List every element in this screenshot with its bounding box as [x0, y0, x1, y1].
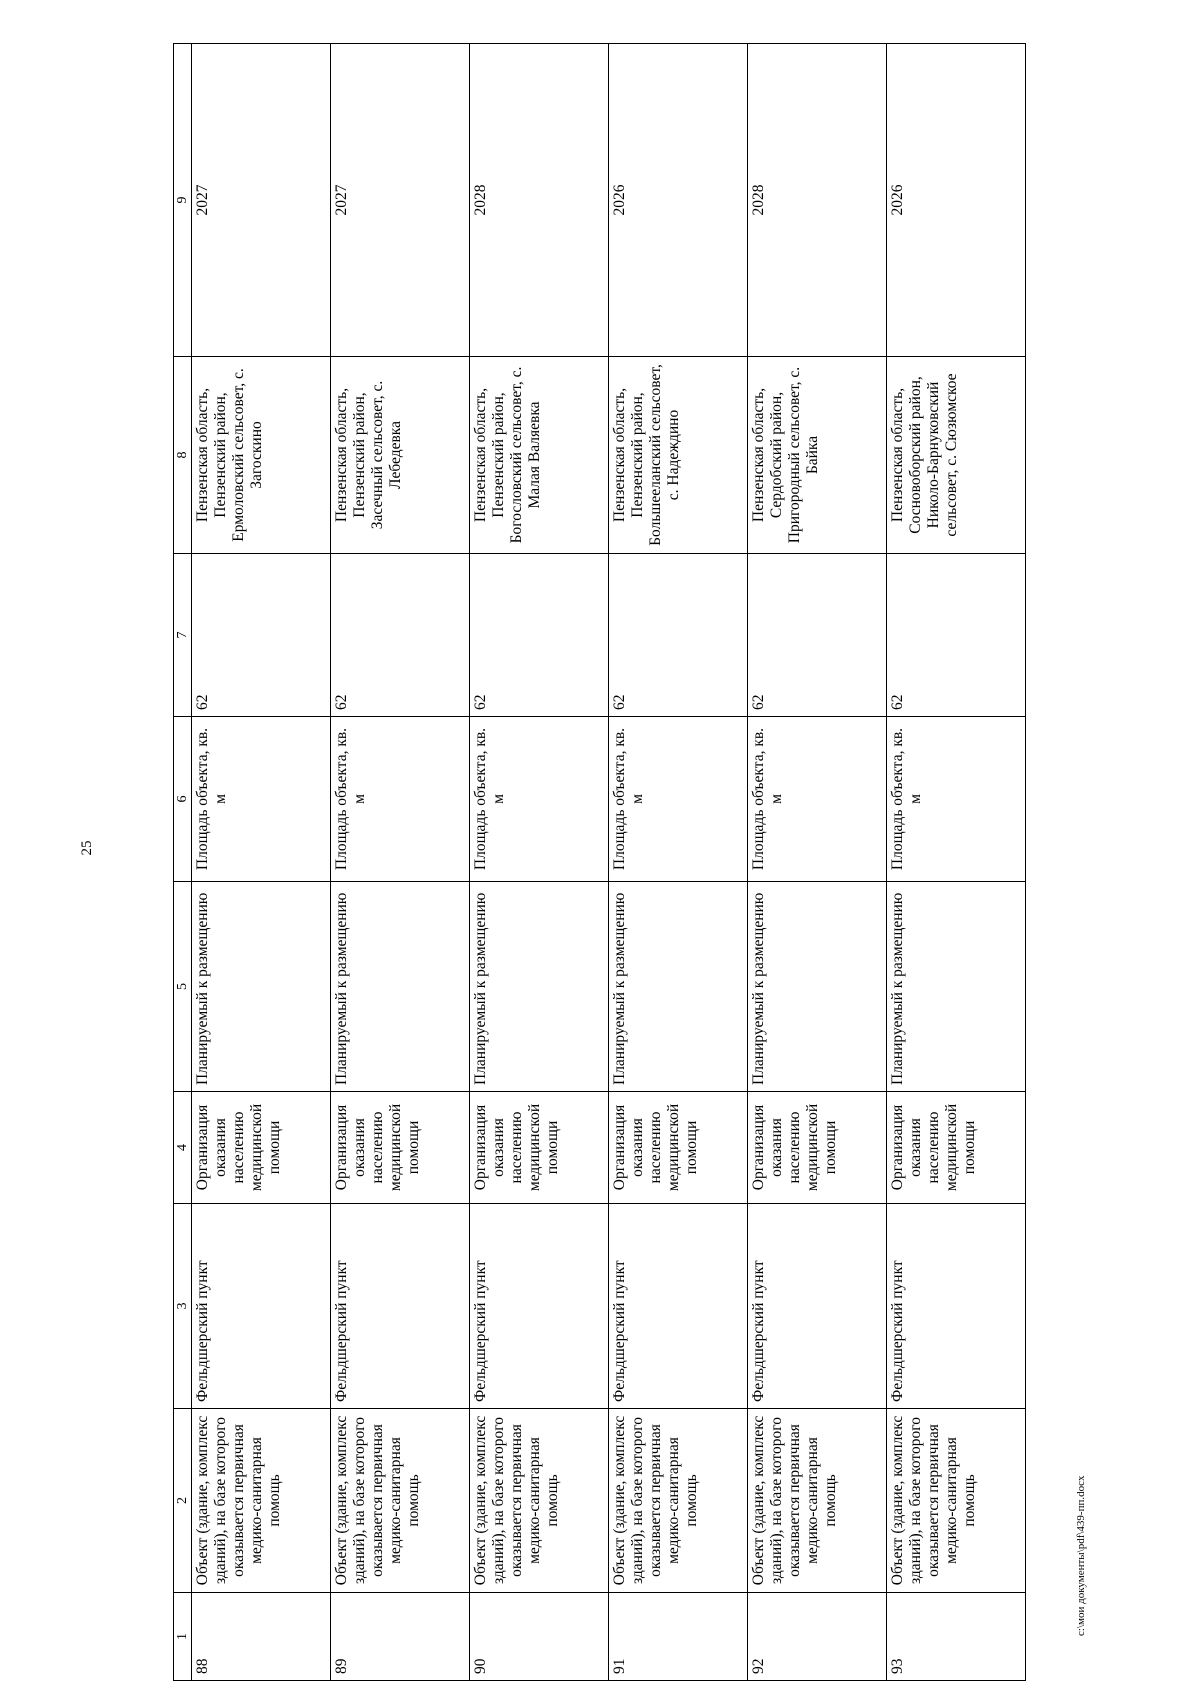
object-characteristic: Площадь объекта, кв. м: [748, 717, 887, 882]
object-purpose: Организация оказания населению медицинской помощи: [470, 1092, 609, 1204]
table-row: [192, 44, 331, 1681]
object-year: 2027: [192, 44, 331, 357]
header-col-1: 1: [174, 1593, 192, 1681]
characteristic-value: 62: [609, 554, 748, 717]
object-description: Объект (здание, комплекс зданий), на базе которого оказывается первичная медико-санитарная помощь: [192, 1409, 331, 1593]
object-description: Объект (здание, комплекс зданий), на базе которого оказывается первичная медико-санитарная помощь: [609, 1409, 748, 1593]
object-type: Фельдшерский пункт: [609, 1204, 748, 1409]
object-purpose: Организация оказания населению медицинской помощи: [192, 1092, 331, 1204]
object-purpose: Организация оказания населению медицинской помощи: [331, 1092, 470, 1204]
object-location: Пензенская область, Сердобский район, Пригородный сельсовет, с. Байка: [748, 357, 887, 554]
characteristic-value: 62: [748, 554, 887, 717]
object-status: Планируемый к размещению: [192, 882, 331, 1092]
object-characteristic: Площадь объекта, кв. м: [192, 717, 331, 882]
object-location: Пензенская область, Пензенский район, Ермоловский сельсовет, с. Загоскино: [192, 357, 331, 554]
row-number: 93: [887, 1593, 1026, 1681]
header-col-8: 8: [174, 357, 192, 554]
object-description: Объект (здание, комплекс зданий), на базе которого оказывается первичная медико-санитарная помощь: [887, 1409, 1026, 1593]
object-description: Объект (здание, комплекс зданий), на базе которого оказывается первичная медико-санитарная помощь: [470, 1409, 609, 1593]
object-location: Пензенская область, Пензенский район, Богословский сельсовет, с. Малая Валяевка: [470, 357, 609, 554]
file-path-footer: c:\мои документы\pdf\439-пп.docx: [1075, 1475, 1087, 1636]
object-status: Планируемый к размещению: [887, 882, 1026, 1092]
object-status: Планируемый к размещению: [609, 882, 748, 1092]
object-characteristic: Площадь объекта, кв. м: [609, 717, 748, 882]
header-col-5: 5: [174, 882, 192, 1092]
row-number: 89: [331, 1593, 470, 1681]
row-number: 91: [609, 1593, 748, 1681]
table-row: [331, 44, 470, 1681]
object-location: Пензенская область, Пензенский район, Засечный сельсовет, с. Лебедевка: [331, 357, 470, 554]
objects-table: [173, 43, 1026, 1681]
characteristic-value: 62: [192, 554, 331, 717]
object-year: 2026: [609, 44, 748, 357]
header-row: [174, 44, 192, 1681]
object-type: Фельдшерский пункт: [192, 1204, 331, 1409]
object-characteristic: Площадь объекта, кв. м: [470, 717, 609, 882]
object-year: 2028: [470, 44, 609, 357]
row-number: 90: [470, 1593, 609, 1681]
document-table: [173, 44, 1023, 1681]
object-characteristic: Площадь объекта, кв. м: [331, 717, 470, 882]
header-col-9: 9: [174, 44, 192, 357]
row-number: 88: [192, 1593, 331, 1681]
object-purpose: Организация оказания населению медицинской помощи: [748, 1092, 887, 1204]
object-characteristic: Площадь объекта, кв. м: [887, 717, 1026, 882]
object-location: Пензенская область, Пензенский район, Большееланский сельсовет, с. Надеждино: [609, 357, 748, 554]
object-year: 2028: [748, 44, 887, 357]
table-row: [748, 44, 887, 1681]
object-purpose: Организация оказания населению медицинской помощи: [609, 1092, 748, 1204]
object-status: Планируемый к размещению: [748, 882, 887, 1092]
object-type: Фельдшерский пункт: [748, 1204, 887, 1409]
object-type: Фельдшерский пункт: [331, 1204, 470, 1409]
table-row: [887, 44, 1026, 1681]
header-col-2: 2: [174, 1409, 192, 1593]
row-number: 92: [748, 1593, 887, 1681]
header-col-3: 3: [174, 1204, 192, 1409]
object-type: Фельдшерский пункт: [887, 1204, 1026, 1409]
header-col-7: 7: [174, 554, 192, 717]
object-status: Планируемый к размещению: [331, 882, 470, 1092]
page-number: 25: [79, 840, 95, 856]
object-purpose: Организация оказания населению медицинской помощи: [887, 1092, 1026, 1204]
characteristic-value: 62: [331, 554, 470, 717]
header-col-6: 6: [174, 717, 192, 882]
table-row: [470, 44, 609, 1681]
object-status: Планируемый к размещению: [470, 882, 609, 1092]
object-year: 2026: [887, 44, 1026, 357]
characteristic-value: 62: [887, 554, 1026, 717]
header-col-4: 4: [174, 1092, 192, 1204]
object-location: Пензенская область, Сосновоборский район, Николо-Барнуковский сельсовет, с. Сюзюмское: [887, 357, 1026, 554]
table-row: [609, 44, 748, 1681]
object-type: Фельдшерский пункт: [470, 1204, 609, 1409]
object-year: 2027: [331, 44, 470, 357]
object-description: Объект (здание, комплекс зданий), на базе которого оказывается первичная медико-санитарная помощь: [331, 1409, 470, 1593]
characteristic-value: 62: [470, 554, 609, 717]
object-description: Объект (здание, комплекс зданий), на базе которого оказывается первичная медико-санитарная помощь: [748, 1409, 887, 1593]
